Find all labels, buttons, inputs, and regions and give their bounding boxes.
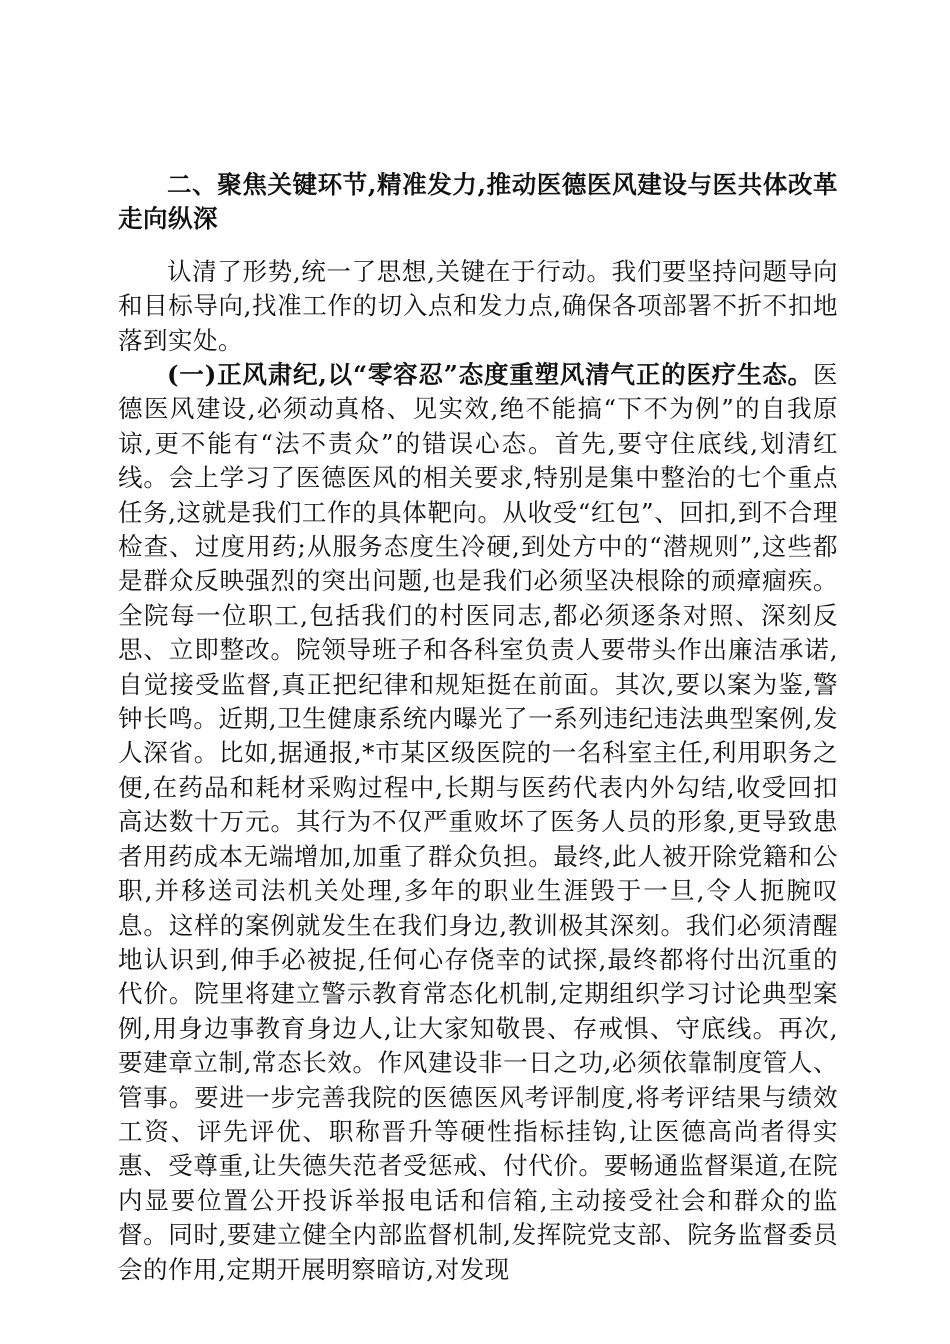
section-heading: 二、聚焦关键环节,精准发力,推动医德医风建设与医共体改革走向纵深 (118, 170, 838, 233)
body-paragraph (118, 358, 838, 1287)
body-paragraph-text: 医德医风建设,必须动真格、见实效,绝不能搞“下不为例”的自我原谅,更不能有“法不责众”的错误心态。首先,要守住底线,划清红线。会上学习了医德医风的相关要求,特别是集中整治的七个重点任务,这就是我们工作的具体靶向。从收受“红包”、回扣,到不合理检查、过度用药;从服务态度生冷硬,到处方中的“潜规则”,这些都是群众反映强烈的突出问题,也是我们必须坚决根除的顽瘴痼疾。全院每一位职工,包括我们的村医同志,都必须逐条对照、深刻反思、立即整改。院领导班子和各科室负责人要带头作出廉洁承诺,自觉接受监督,真正把纪律和规矩挺在前面。其次,要以案为鉴,警钟长鸣。近期,卫生健康系统内曝光了一系列违纪违法典型案例,发人深省。比如,据通报,*市某区级医院的一名科室主任,利用职务之便,在药品和耗材采购过程中,长期与医药代表内外勾结,收受回扣高达数十万元。其行为不仅严重败坏了医务人员的形象,更导致患者用药成本无端增加,加重了群众负担。最终,此人被开除党籍和公职,并移送司法机关处理,多年的职业生涯毁于一旦,令人扼腕叹息。这样的案例就发生在我们身边,教训极其深刻。我们必须清醒地认识到,伸手必被捉,任何心存侥幸的试探,最终都将付出沉重的代价。院里将建立警示教育常态化机制,定期组织学习讨论典型案例,用身边事教育身边人,让大家知敬畏、存戒惧、守底线。再次,要建章立制,常态长效。作风建设非一日之功,必须依靠制度管人、管事。要进一步完善我院的医德医风考评制度,将考评结果与绩效工资、评先评优、职称晋升等硬性指标挂钩,让医德高尚者得实惠、受尊重,让失德失范者受惩戒、付代价。要畅通监督渠道,在院内显要位置公开投诉举报电话和信箱,主动接受社会和群众的监督。同时,要建立健全内部监督机制,发挥院党支部、院务监督委员会的作用,定期开展明察暗访,对发现 (118, 360, 838, 1284)
subsection-heading: (一)正风肃纪,以“零容忍”态度重塑风清气正的医疗生态。 (167, 360, 813, 389)
intro-paragraph: 认清了形势,统一了思想,关键在于行动。我们要坚持问题导向和目标导向,找准工作的切入点和发力点,确保各项部署不折不扣地落到实处。 (118, 257, 838, 355)
